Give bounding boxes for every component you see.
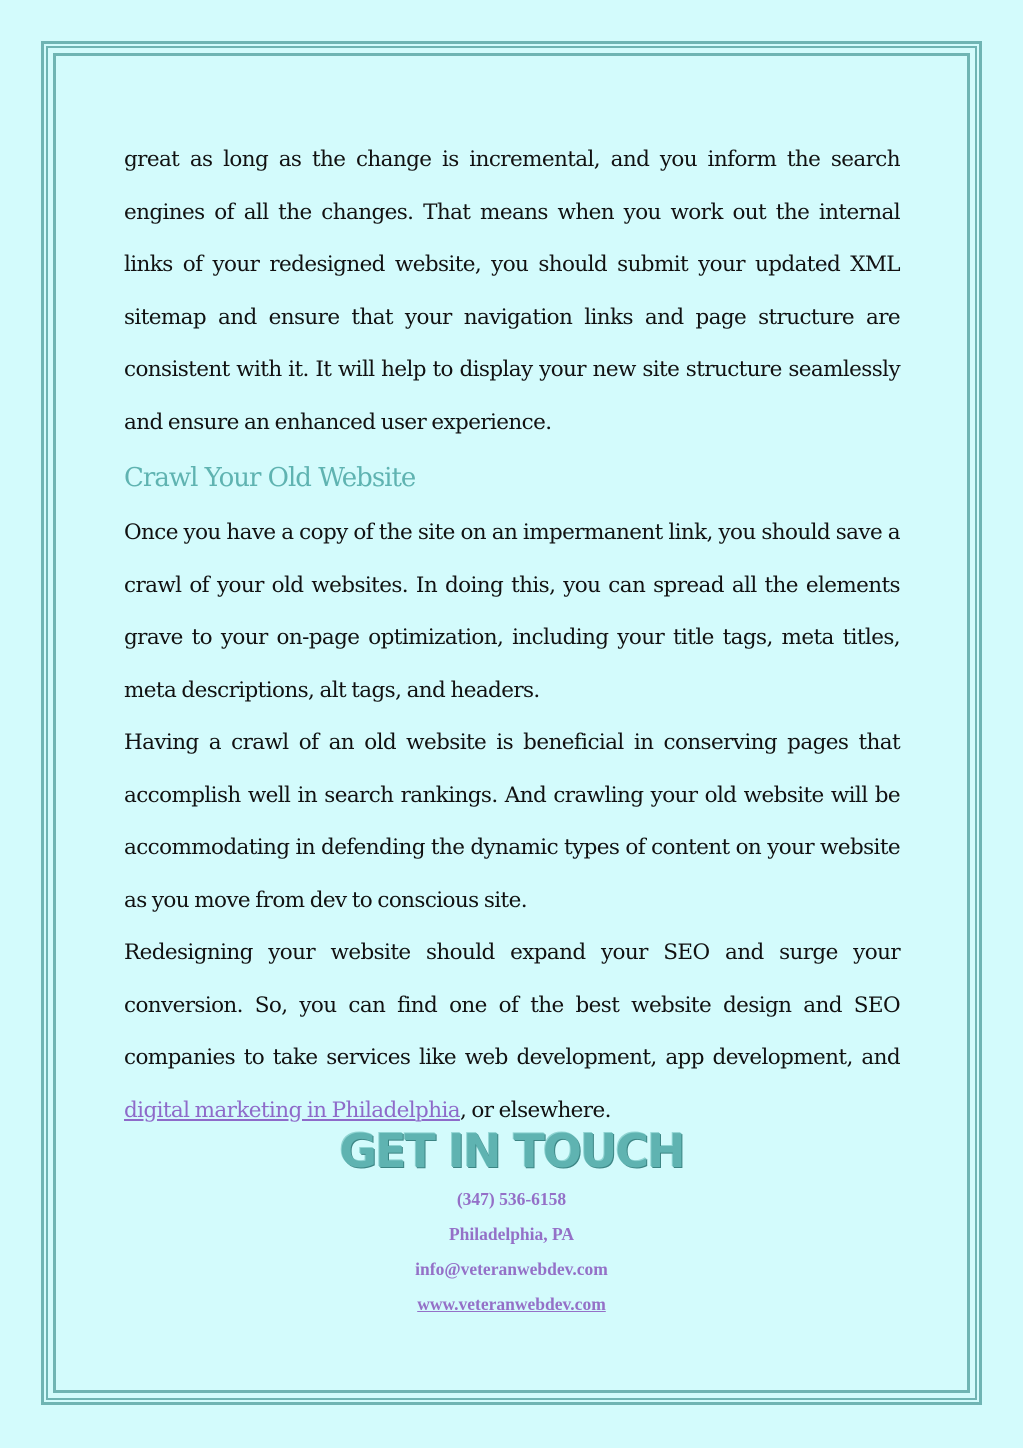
location: Philadelphia, PA [448, 1224, 575, 1244]
digital-marketing-link[interactable]: digital marketing in Philadelphia [124, 1097, 460, 1123]
phone-number: (347) 536-6158 [456, 1189, 567, 1209]
closing-paragraph [124, 927, 900, 1137]
get-in-touch-heading: GET IN TOUCH [339, 1124, 684, 1178]
email-address[interactable]: info@veteranwebdev.com [415, 1259, 608, 1279]
article-body [124, 134, 900, 1137]
closing-text-end: , or elsewhere. [459, 1097, 611, 1123]
closing-text-start: Redesigning your website should expand your SEO and surge your conversion. So, you can find one of the best website design and SEO companies to take services like web development, app development, and [124, 940, 900, 1070]
contact-section [0, 1120, 1023, 1322]
crawl-paragraph-2: Having a crawl of an old website is beneficial in conserving pages that accomplish well in search rankings. And crawling your old website will be accommodating in defending the dynamic types of content on your website as you move from dev to conscious site. [124, 730, 900, 913]
section-heading: Crawl Your Old Website [124, 463, 416, 493]
intro-paragraph: great as long as the change is incremental, and you inform the search engines of all the changes. That means when you work out the internal links of your redesigned website, you should submit your updated XML sitemap and ensure that your navigation links and page structure are consistent with it. It will help to display your new site structure seamlessly and ensure an enhanced user experience. [124, 147, 900, 435]
crawl-paragraph-1: Once you have a copy of the site on an impermanent link, you should save a crawl of your old websites. In doing this, you can spread all the elements grave to your on-page optimization, including your title tags, meta titles, meta descriptions, alt tags, and headers. [124, 520, 900, 703]
website-link[interactable]: www.veteranwebdev.com [417, 1294, 606, 1314]
